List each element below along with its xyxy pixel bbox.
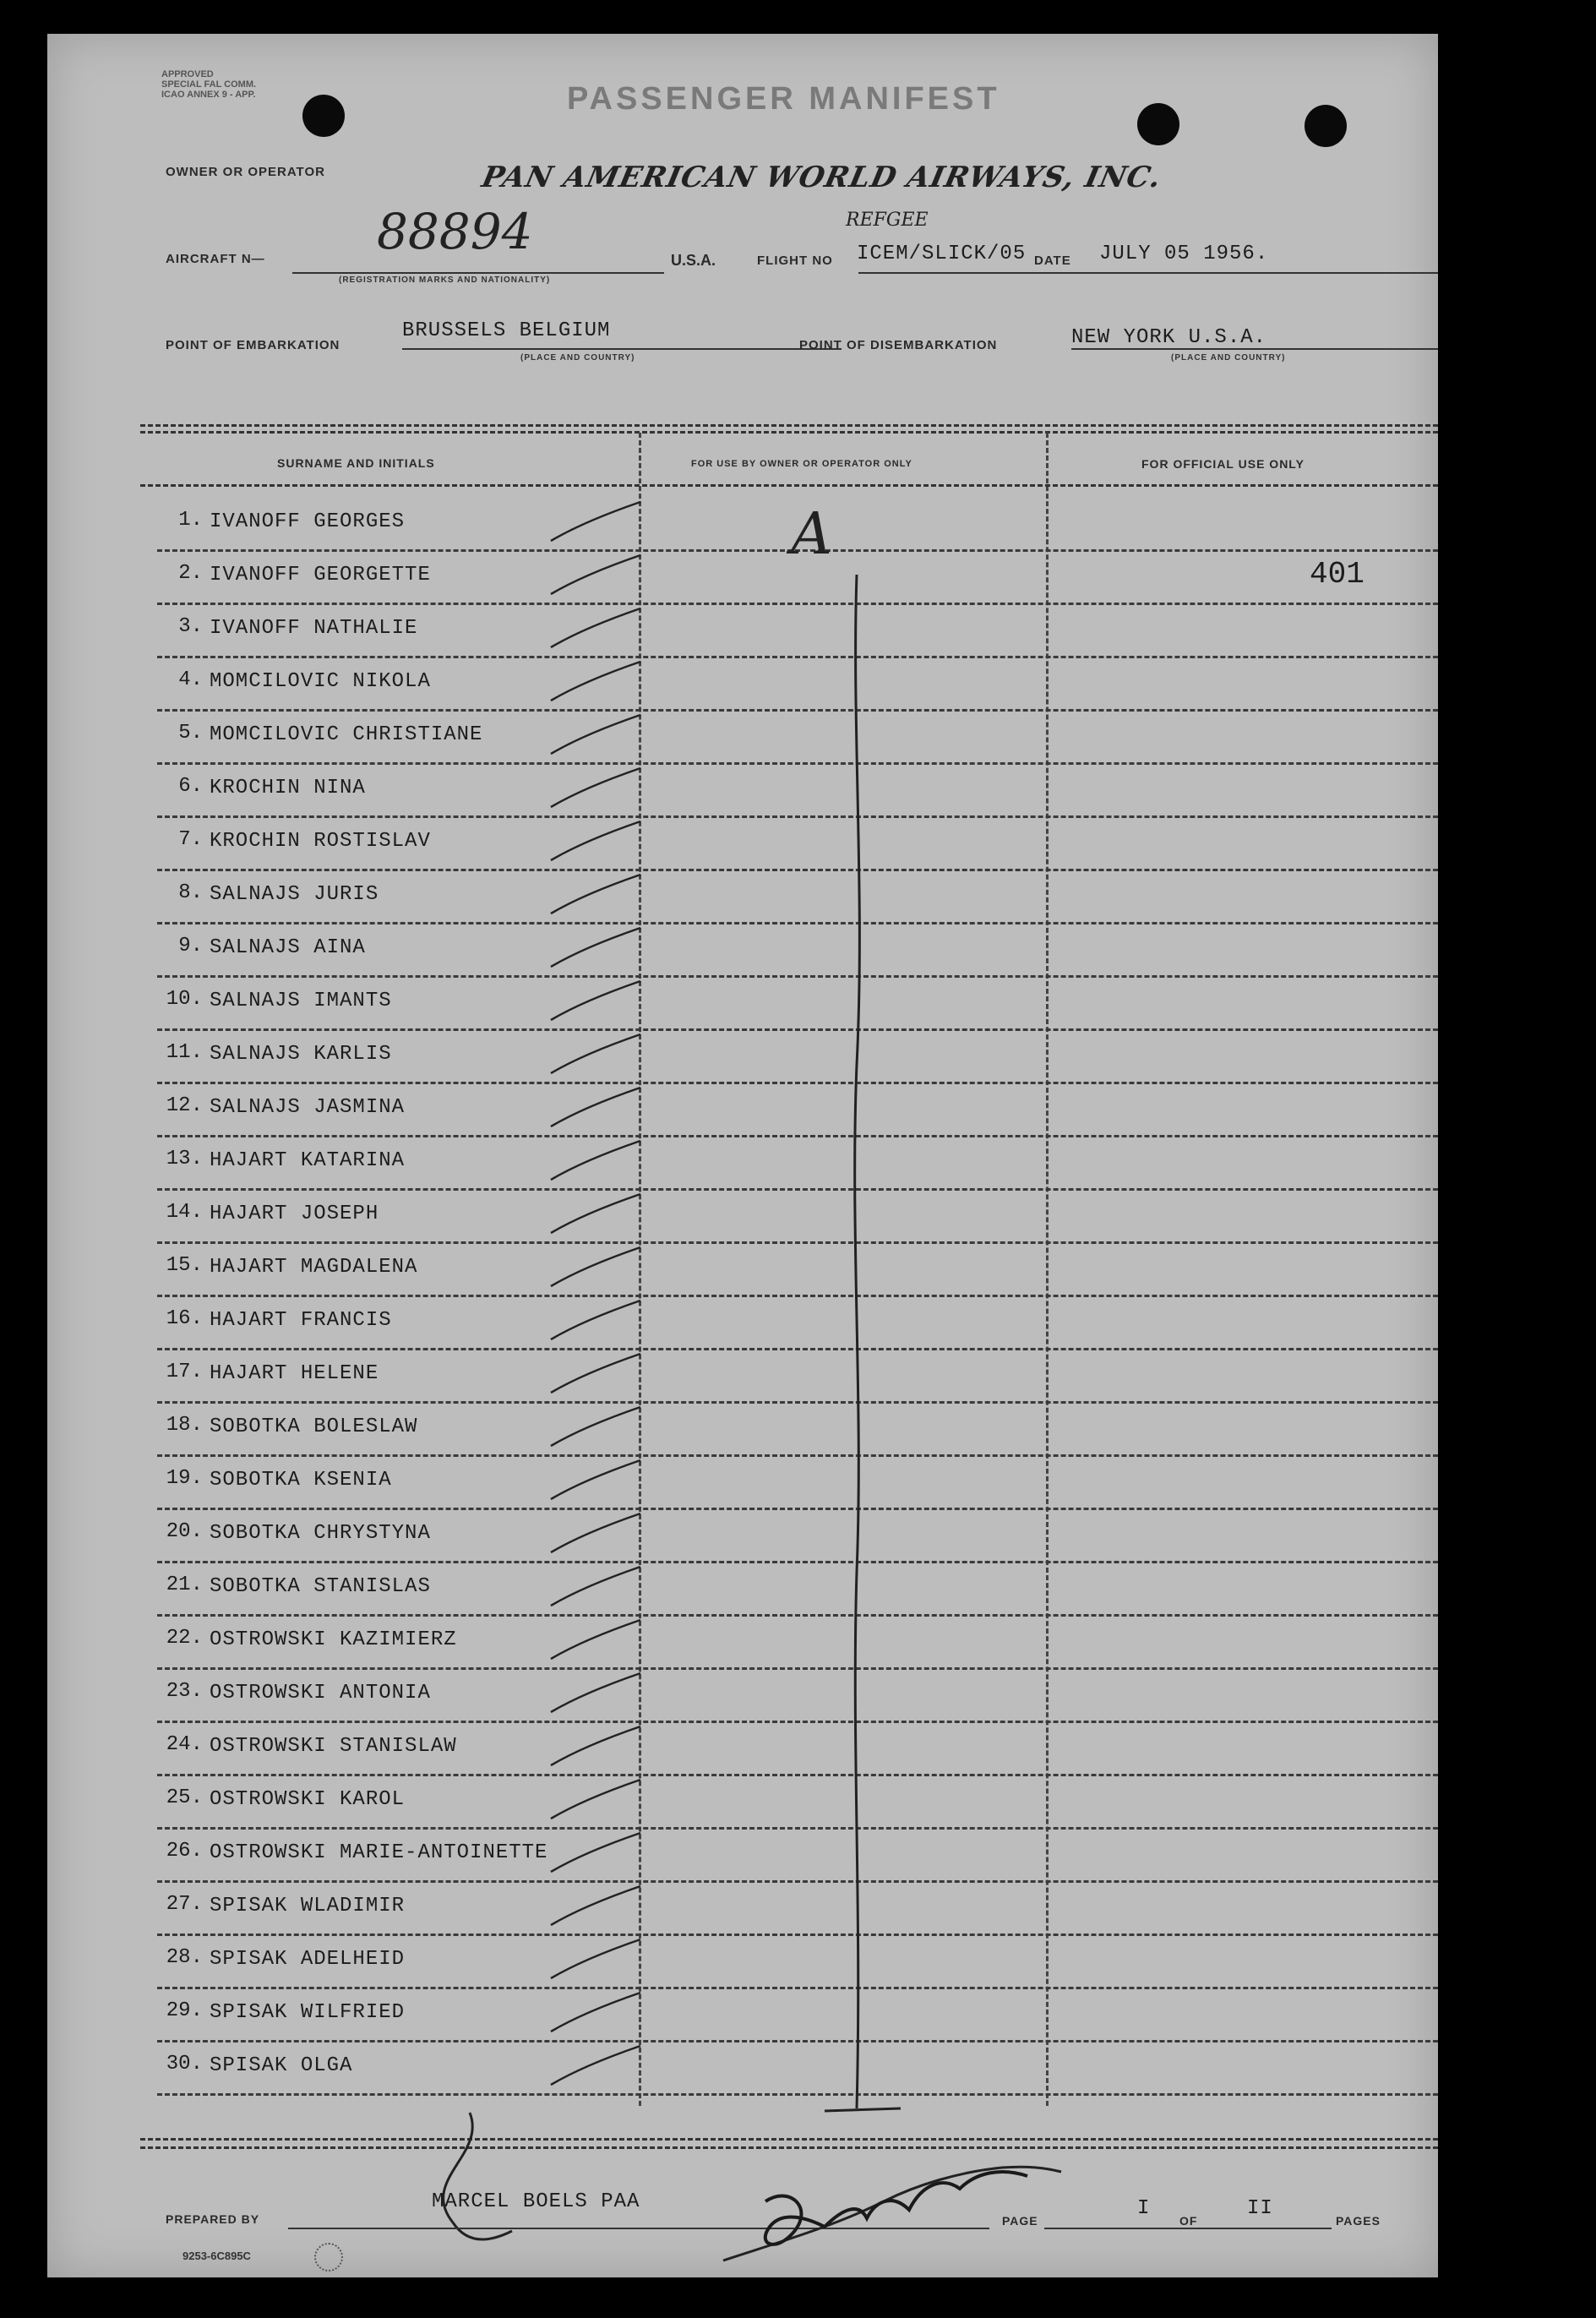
passenger-name: KROCHIN NINA [210, 777, 366, 799]
passenger-name: OSTROWSKI MARIE-ANTOINETTE [210, 1841, 548, 1864]
passenger-row [47, 1350, 1438, 1404]
embarkation-caption: (PLACE AND COUNTRY) [520, 353, 635, 363]
flight-label: FLIGHT NO [757, 254, 833, 268]
passenger-name: KROCHIN ROSTISLAV [210, 830, 431, 853]
country-usa: U.S.A. [671, 252, 716, 269]
passenger-number: 7. [178, 828, 203, 851]
passenger-number: 11. [166, 1041, 203, 1064]
passenger-row [47, 1137, 1438, 1191]
passenger-name: IVANOFF NATHALIE [210, 617, 418, 640]
passenger-number: 25. [166, 1786, 203, 1809]
registration-caption: (REGISTRATION MARKS AND NATIONALITY) [339, 275, 551, 285]
passenger-row [47, 1830, 1438, 1883]
passenger-name: SOBOTKA BOLESLAW [210, 1415, 418, 1438]
passenger-row [47, 658, 1438, 712]
passenger-row [47, 818, 1438, 871]
passenger-row [47, 1936, 1438, 1989]
passenger-number: 30. [166, 2053, 203, 2075]
passenger-row [47, 605, 1438, 658]
manifest-sheet [47, 34, 1438, 2277]
approval-stamp: APPROVED SPECIAL FAL COMM. ICAO ANNEX 9 - APP. [161, 69, 257, 100]
passenger-name: SOBOTKA STANISLAS [210, 1575, 431, 1598]
passenger-row [47, 1404, 1438, 1457]
passenger-row [47, 978, 1438, 1031]
passenger-name: SALNAJS AINA [210, 936, 366, 959]
passenger-number: 6. [178, 775, 203, 798]
owner-use-mark [757, 473, 926, 2130]
passenger-number: 28. [166, 1946, 203, 1969]
passenger-name: HAJART FRANCIS [210, 1309, 392, 1332]
punch-hole [1305, 105, 1347, 147]
passenger-row [47, 1244, 1438, 1297]
pages-label: PAGES [1336, 2214, 1381, 2228]
passenger-row [47, 1031, 1438, 1084]
passenger-name: HAJART JOSEPH [210, 1203, 379, 1225]
passenger-number: 2. [178, 562, 203, 585]
embarkation-label: POINT OF EMBARKATION [166, 338, 340, 352]
flight-date: JULY 05 1956. [1099, 243, 1269, 265]
official-use-code: 401 [1310, 557, 1364, 592]
passenger-name: OSTROWSKI ANTONIA [210, 1682, 431, 1704]
passenger-row [47, 1191, 1438, 1244]
passenger-name: SALNAJS IMANTS [210, 990, 392, 1012]
passenger-row [47, 552, 1438, 605]
union-bug-icon [314, 2243, 343, 2272]
flight-annotation: REFGEE [846, 210, 929, 231]
flight-number: ICEM/SLICK/05 [857, 243, 1027, 265]
disembarkation-label: POINT OF DISEMBARKATION [799, 338, 998, 352]
aircraft-label: AIRCRAFT N— [166, 252, 265, 266]
passenger-number: 15. [166, 1254, 203, 1277]
form-number: 9253-6C895C [182, 2250, 251, 2262]
column-header-owner-use: FOR USE BY OWNER OR OPERATOR ONLY [691, 459, 912, 469]
passenger-name: SPISAK OLGA [210, 2054, 353, 2077]
passenger-name: MOMCILOVIC NIKOLA [210, 670, 431, 693]
passenger-number: 8. [178, 881, 203, 904]
passenger-name: OSTROWSKI KAROL [210, 1788, 406, 1811]
passenger-name: HAJART HELENE [210, 1362, 379, 1385]
passenger-row [47, 1084, 1438, 1137]
passenger-row [47, 1670, 1438, 1723]
passenger-list [47, 499, 1438, 2104]
passenger-number: 20. [166, 1520, 203, 1543]
of-label: OF [1179, 2214, 1198, 2228]
passenger-number: 4. [178, 668, 203, 691]
passenger-number: 29. [166, 1999, 203, 2022]
passenger-number: 14. [166, 1201, 203, 1224]
passenger-row [47, 765, 1438, 818]
disembarkation-value: NEW YORK U.S.A. [1071, 326, 1267, 349]
passenger-name: IVANOFF GEORGES [210, 510, 406, 533]
form-title: PASSENGER MANIFEST [567, 81, 1000, 117]
check-mark-icon [546, 2034, 647, 2102]
passenger-row [47, 1297, 1438, 1350]
passenger-number: 10. [166, 988, 203, 1011]
passenger-row [47, 712, 1438, 765]
passenger-name: SALNAJS KARLIS [210, 1043, 392, 1066]
column-header-surname: SURNAME AND INITIALS [277, 456, 435, 470]
passenger-name: HAJART KATARINA [210, 1149, 406, 1172]
passenger-number: 1. [178, 509, 203, 532]
passenger-number: 18. [166, 1414, 203, 1437]
passenger-number: 5. [178, 722, 203, 744]
passenger-row [47, 1883, 1438, 1936]
passenger-number: 19. [166, 1467, 203, 1490]
prepared-by-value: MARCEL BOELS PAA [432, 2190, 640, 2213]
passenger-row [47, 499, 1438, 552]
passenger-number: 13. [166, 1148, 203, 1170]
passenger-number: 12. [166, 1094, 203, 1117]
passenger-number: 21. [166, 1574, 203, 1596]
passenger-row [47, 1776, 1438, 1830]
passenger-row [47, 1563, 1438, 1617]
passenger-name: SOBOTKA KSENIA [210, 1469, 392, 1492]
passenger-name: SALNAJS JASMINA [210, 1096, 406, 1119]
aircraft-number: 88894 [377, 203, 533, 260]
passenger-row [47, 871, 1438, 924]
passenger-name: OSTROWSKI KAZIMIERZ [210, 1628, 457, 1651]
passenger-row [47, 1723, 1438, 1776]
passenger-number: 3. [178, 615, 203, 638]
owner-use-letter: A [791, 501, 833, 568]
passenger-name: OSTROWSKI STANISLAW [210, 1735, 457, 1758]
owner-label: OWNER OR OPERATOR [166, 165, 325, 179]
passenger-name: SPISAK ADELHEID [210, 1948, 406, 1971]
passenger-row [47, 1457, 1438, 1510]
prepared-by-label: PREPARED BY [166, 2212, 260, 2226]
page-number: I [1137, 2197, 1151, 2220]
passenger-number: 16. [166, 1307, 203, 1330]
passenger-number: 17. [166, 1361, 203, 1383]
date-label: DATE [1034, 254, 1071, 268]
passenger-row [47, 2043, 1438, 2096]
passenger-number: 23. [166, 1680, 203, 1703]
passenger-row [47, 1989, 1438, 2043]
disembarkation-caption: (PLACE AND COUNTRY) [1171, 353, 1286, 363]
passenger-number: 26. [166, 1840, 203, 1863]
punch-hole [1137, 103, 1179, 145]
page-label: PAGE [1002, 2214, 1038, 2228]
passenger-row [47, 924, 1438, 978]
passenger-name: HAJART MAGDALENA [210, 1256, 418, 1279]
passenger-row [47, 1510, 1438, 1563]
punch-hole [302, 95, 345, 137]
passenger-name: IVANOFF GEORGETTE [210, 564, 431, 586]
passenger-number: 22. [166, 1627, 203, 1650]
passenger-number: 9. [178, 935, 203, 957]
passenger-number: 24. [166, 1733, 203, 1756]
passenger-row [47, 1617, 1438, 1670]
passenger-name: SALNAJS JURIS [210, 883, 379, 906]
passenger-name: SPISAK WILFRIED [210, 2001, 406, 2024]
column-header-official-use: FOR OFFICIAL USE ONLY [1141, 457, 1305, 471]
embarkation-value: BRUSSELS BELGIUM [402, 319, 611, 342]
passenger-name: SOBOTKA CHRYSTYNA [210, 1522, 431, 1545]
passenger-name: MOMCILOVIC CHRISTIANE [210, 723, 483, 746]
page-total: II [1247, 2197, 1273, 2220]
operator-name: PAN AMERICAN WORLD AIRWAYS, INC. [478, 161, 1165, 194]
passenger-name: SPISAK WLADIMIR [210, 1895, 406, 1917]
passenger-number: 27. [166, 1893, 203, 1916]
ink-scribble [368, 2104, 537, 2273]
